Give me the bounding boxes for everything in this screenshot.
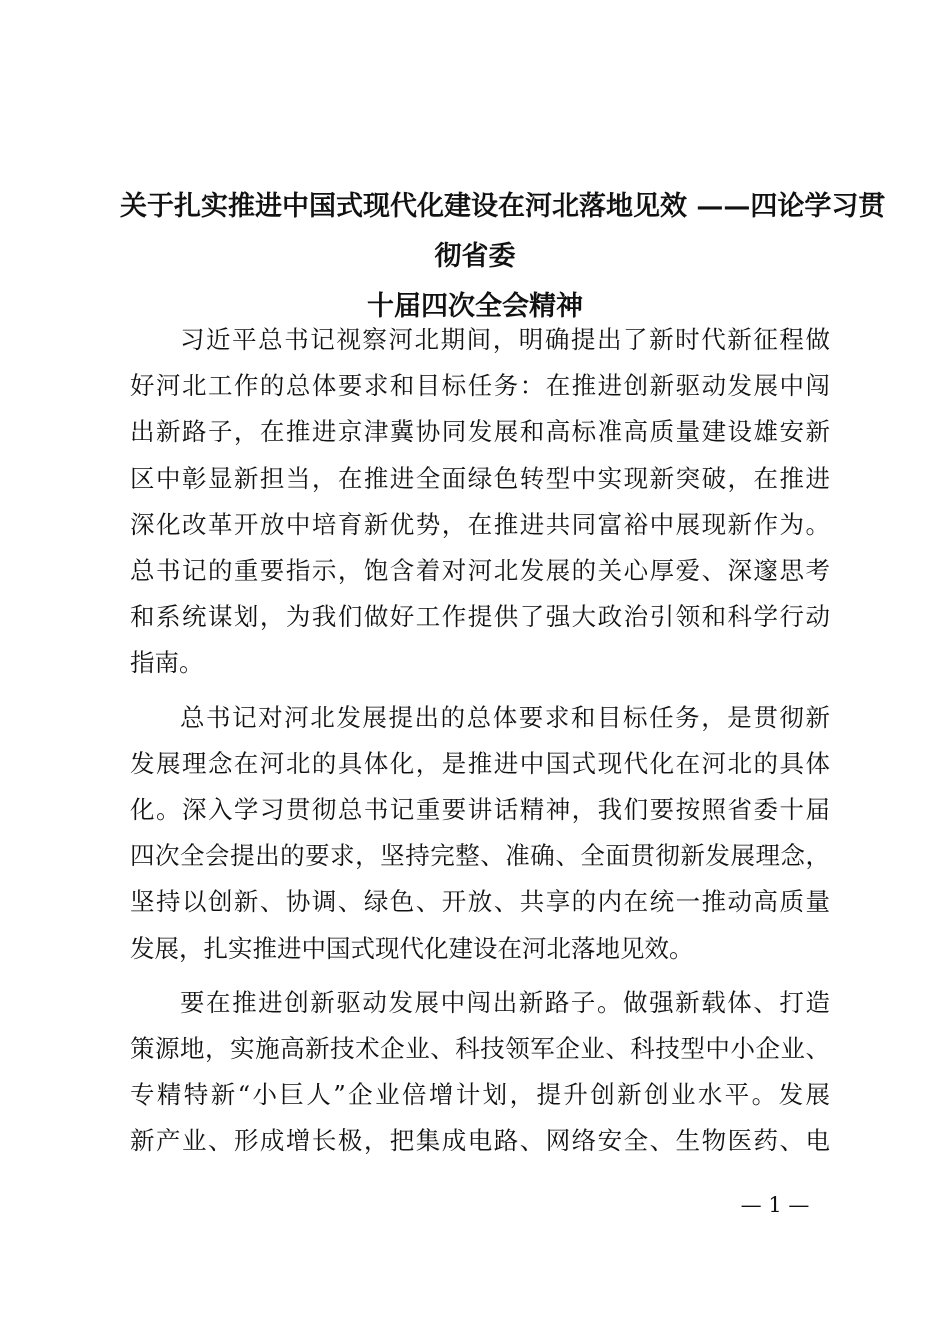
text-line: 区中彰显新担当，在推进全面绿色转型中实现新突破，在推进	[130, 463, 830, 493]
text-line: 好河北工作的总体要求和目标任务：在推进创新驱动发展中闯	[130, 371, 830, 401]
text-line: 新产业、形成增长极，把集成电路、网络安全、生物医药、电	[130, 1126, 830, 1156]
paragraph-2	[130, 695, 830, 972]
text-line: 要在推进创新驱动发展中闯出新路子。做强新载体、打造	[180, 987, 830, 1017]
document-title	[120, 182, 886, 332]
text-line: 出新路子，在推进京津冀协同发展和高标准高质量建设雄安新	[130, 417, 830, 447]
text-line: 策源地，实施高新技术企业、科技领军企业、科技型中小企业、	[130, 1034, 830, 1064]
text-line: 专精特新“小巨人”企业倍增计划，提升创新创业水平。发展	[130, 1080, 830, 1110]
text-line: 四次全会提出的要求，坚持完整、准确、全面贯彻新发展理念，	[130, 841, 830, 871]
title-line: 十届四次全会精神	[367, 291, 583, 322]
text-line: 化。深入学习贯彻总书记重要讲话精神，我们要按照省委十届	[130, 795, 830, 825]
text-line: 习近平总书记视察河北期间，明确提出了新时代新征程做	[180, 325, 830, 354]
text-line: 坚持以创新、协调、绿色、开放、共享的内在统一推动高质量	[130, 887, 830, 917]
paragraph-spacer	[130, 687, 830, 695]
title-line: 关于扎实推进中国式现代化建设在河北落地见效 ——四论学习贯	[120, 191, 886, 222]
title-line: 彻省委	[434, 241, 516, 272]
text-line: 指南。	[130, 648, 204, 678]
text-line: 深化改革开放中培育新优势，在推进共同富裕中展现新作为。	[130, 509, 830, 539]
paragraph-3	[130, 980, 830, 1165]
text-line: 和系统谋划，为我们做好工作提供了强大政治引领和科学行动	[130, 602, 830, 632]
text-line: 总书记对河北发展提出的总体要求和目标任务，是贯彻新	[180, 702, 830, 732]
text-line: 总书记的重要指示，饱含着对河北发展的关心厚爱、深邃思考	[130, 556, 830, 586]
paragraph-spacer	[130, 972, 830, 980]
text-line: 发展理念在河北的具体化，是推进中国式现代化在河北的具体	[130, 748, 830, 778]
paragraph-1	[130, 317, 830, 687]
text-line: 发展，扎实推进中国式现代化建设在河北落地见效。	[130, 933, 694, 963]
document-body	[130, 317, 830, 1165]
page-number: — 1 —	[740, 1193, 810, 1217]
